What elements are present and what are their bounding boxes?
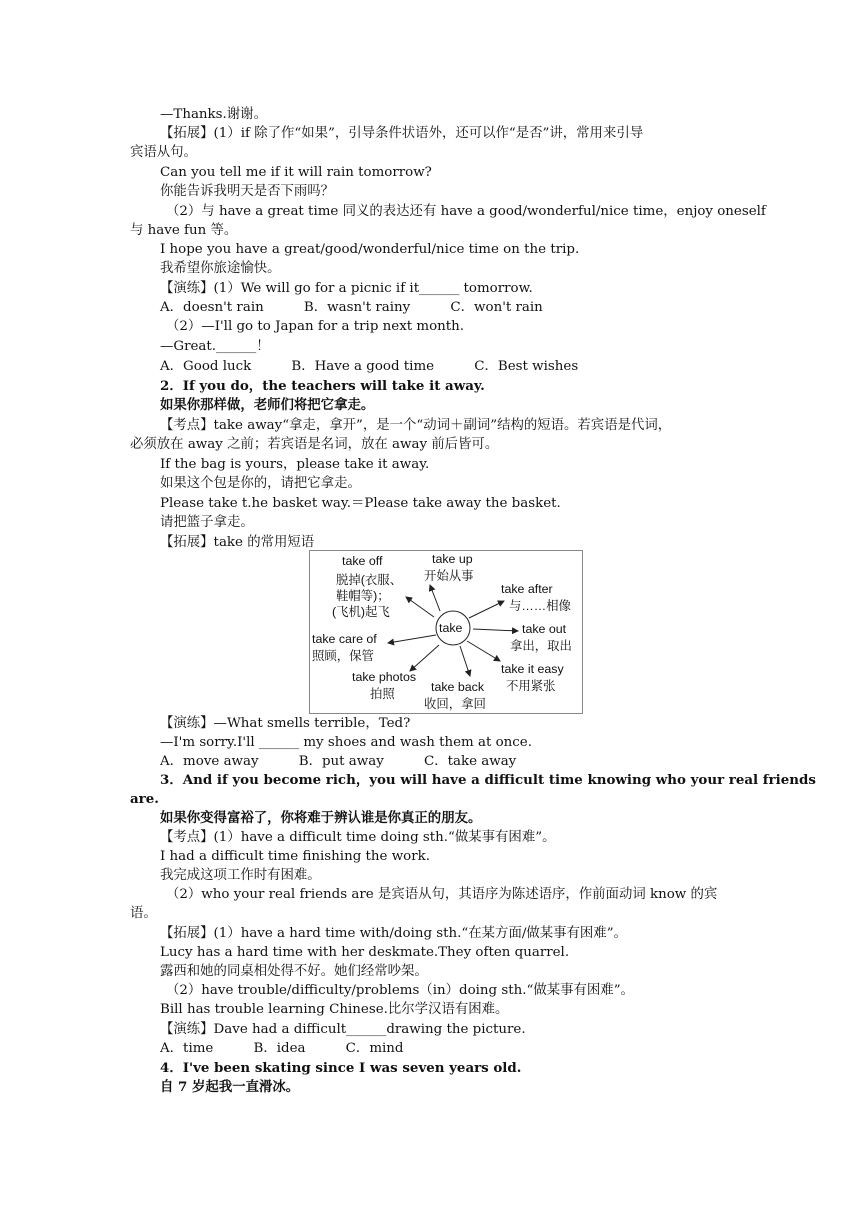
translation: 我希望你旅途愉快。 (160, 261, 281, 276)
arrow-take-off (406, 597, 434, 617)
example-sentence: Please take t.he basket way.＝Please take away the basket. (160, 496, 561, 511)
arrow-take-out (473, 629, 518, 631)
phrase-take-after: take after (501, 582, 553, 596)
exercise-question: —I'm sorry.I'll ______ my shoes and wash them at once. (160, 735, 532, 750)
example-sentence: I hope you have a great/good/wonderful/nice time on the trip. (160, 242, 580, 257)
arrow-take-back (460, 646, 470, 676)
example-sentence: I had a difficult time finishing the work. (160, 849, 431, 864)
translation: 我完成这项工作时有困难。 (160, 868, 321, 883)
exercise-options: A．doesn't rain B．wasn't rainy C．won't rain (160, 300, 543, 315)
exercise-options: A．time B．idea C．mind (160, 1041, 404, 1056)
example-sentence: Lucy has a hard time with her deskmate.They often quarrel. (160, 945, 570, 960)
phrase-take-back: take back (431, 680, 485, 694)
text-line: （2）与 have a great time 同义的表达还有 have a good/wonderful/nice time，enjoy oneself (166, 204, 766, 219)
text-line: 【考点】(1）have a difficult time doing sth.“做某事有困难”。 (160, 830, 556, 845)
translation: 你能告诉我明天是否下雨吗？ (160, 184, 335, 199)
meaning-take-care-of: 照顾，保管 (312, 649, 374, 663)
text-line: 宾语从句。 (130, 145, 197, 160)
section-heading-translation: 自 7 岁起我一直滑冰。 (160, 1079, 300, 1095)
phrase-take-out: take out (522, 622, 567, 636)
translation: 请把篮子拿走。 (160, 515, 254, 530)
exercise-question: —Great.______！ (160, 339, 270, 354)
text-line: 【拓展】(1）have a hard time with/doing sth.“在某方面/做某事有困难”。 (160, 926, 627, 941)
meaning-take-photos: 拍照 (370, 687, 395, 701)
arrow-take-up (430, 585, 440, 611)
translation: 如果这个包是你的，请把它拿走。 (160, 476, 361, 491)
text-line: （2）have trouble/difficulty/problems（in）doing sth.“做某事有困难”。 (166, 983, 634, 998)
take-phrases-diagram (309, 550, 583, 714)
example-sentence: If the bag is yours，please take it away. (160, 457, 430, 472)
translation: 露西和她的同桌相处得不好。她们经常吵架。 (160, 964, 428, 979)
meaning-take-off: (飞机)起飞 (332, 605, 390, 619)
exercise-question: （2）—I'll go to Japan for a trip next month. (166, 319, 465, 334)
arrow-take-photos (410, 645, 439, 671)
text-line: （2）who your real friends are 是宾语从句，其语序为陈述语序，作前面动词 know 的宾 (166, 887, 718, 902)
text-line: 【拓展】(1）if 除了作“如果”，引导条件状语外，还可以作“是否”讲，常用来引导 (160, 126, 644, 141)
phrase-take-off: take off (342, 554, 383, 568)
meaning-take-up: 开始从事 (424, 569, 474, 583)
phrase-take-it-easy: take it easy (501, 662, 564, 676)
phrase-take-photos: take photos (352, 670, 417, 684)
example-sentence: Can you tell me if it will rain tomorrow? (160, 165, 432, 180)
exercise-options: A．move away B．put away C．take away (160, 754, 517, 769)
phrase-take-care-of: take care of (312, 632, 377, 646)
center-label: take (439, 621, 463, 635)
meaning-take-out: 拿出，取出 (510, 639, 572, 653)
meaning-take-after: 与……相像 (509, 599, 571, 613)
meaning-take-back: 收回，拿回 (424, 697, 486, 711)
section-heading-translation: 如果你变得富裕了，你将难于辨认谁是你真正的朋友。 (160, 810, 482, 826)
example-sentence: Bill has trouble learning Chinese.比尔学汉语有困难。 (160, 1002, 509, 1017)
section-heading: 2．If you do，the teachers will take it away. (160, 378, 485, 394)
section-heading: 4．I've been skating since I was seven years old. (160, 1060, 522, 1076)
arrow-take-care-of (388, 635, 436, 643)
meaning-take-off: 鞋帽等)； (336, 589, 390, 603)
text-line: 【考点】take away“拿走，拿开”，是一个“动词＋副词”结构的短语。若宾语是代词， (160, 418, 672, 433)
text-line: 语。 (130, 906, 157, 921)
text-line: 必须放在 away 之前；若宾语是名词，放在 away 前后皆可。 (130, 437, 499, 452)
meaning-take-it-easy: 不用紧张 (506, 679, 556, 693)
exercise-question: 【演练】Dave had a difficult______drawing the picture. (160, 1022, 526, 1037)
phrase-take-up: take up (432, 552, 473, 566)
text-line: —Thanks.谢谢。 (160, 107, 267, 122)
exercise-options: A．Good luck B．Have a good time C．Best wishes (160, 359, 579, 374)
text-line: 与 have fun 等。 (130, 223, 238, 238)
meaning-take-off: 脱掉(衣服、 (336, 573, 403, 587)
exercise-question: 【演练】—What smells terrible，Ted? (160, 716, 411, 731)
section-heading-translation: 如果你那样做，老师们将把它拿走。 (160, 397, 375, 413)
exercise-question: 【演练】(1）We will go for a picnic if it______ tomorrow. (160, 281, 533, 296)
text-line: 【拓展】take 的常用短语 (160, 535, 315, 550)
section-heading: 3．And if you become rich，you will have a difficult time knowing who your real friends (160, 772, 816, 788)
section-heading: are. (130, 791, 159, 807)
arrow-take-after (469, 601, 504, 618)
arrow-take-it-easy (467, 641, 500, 661)
